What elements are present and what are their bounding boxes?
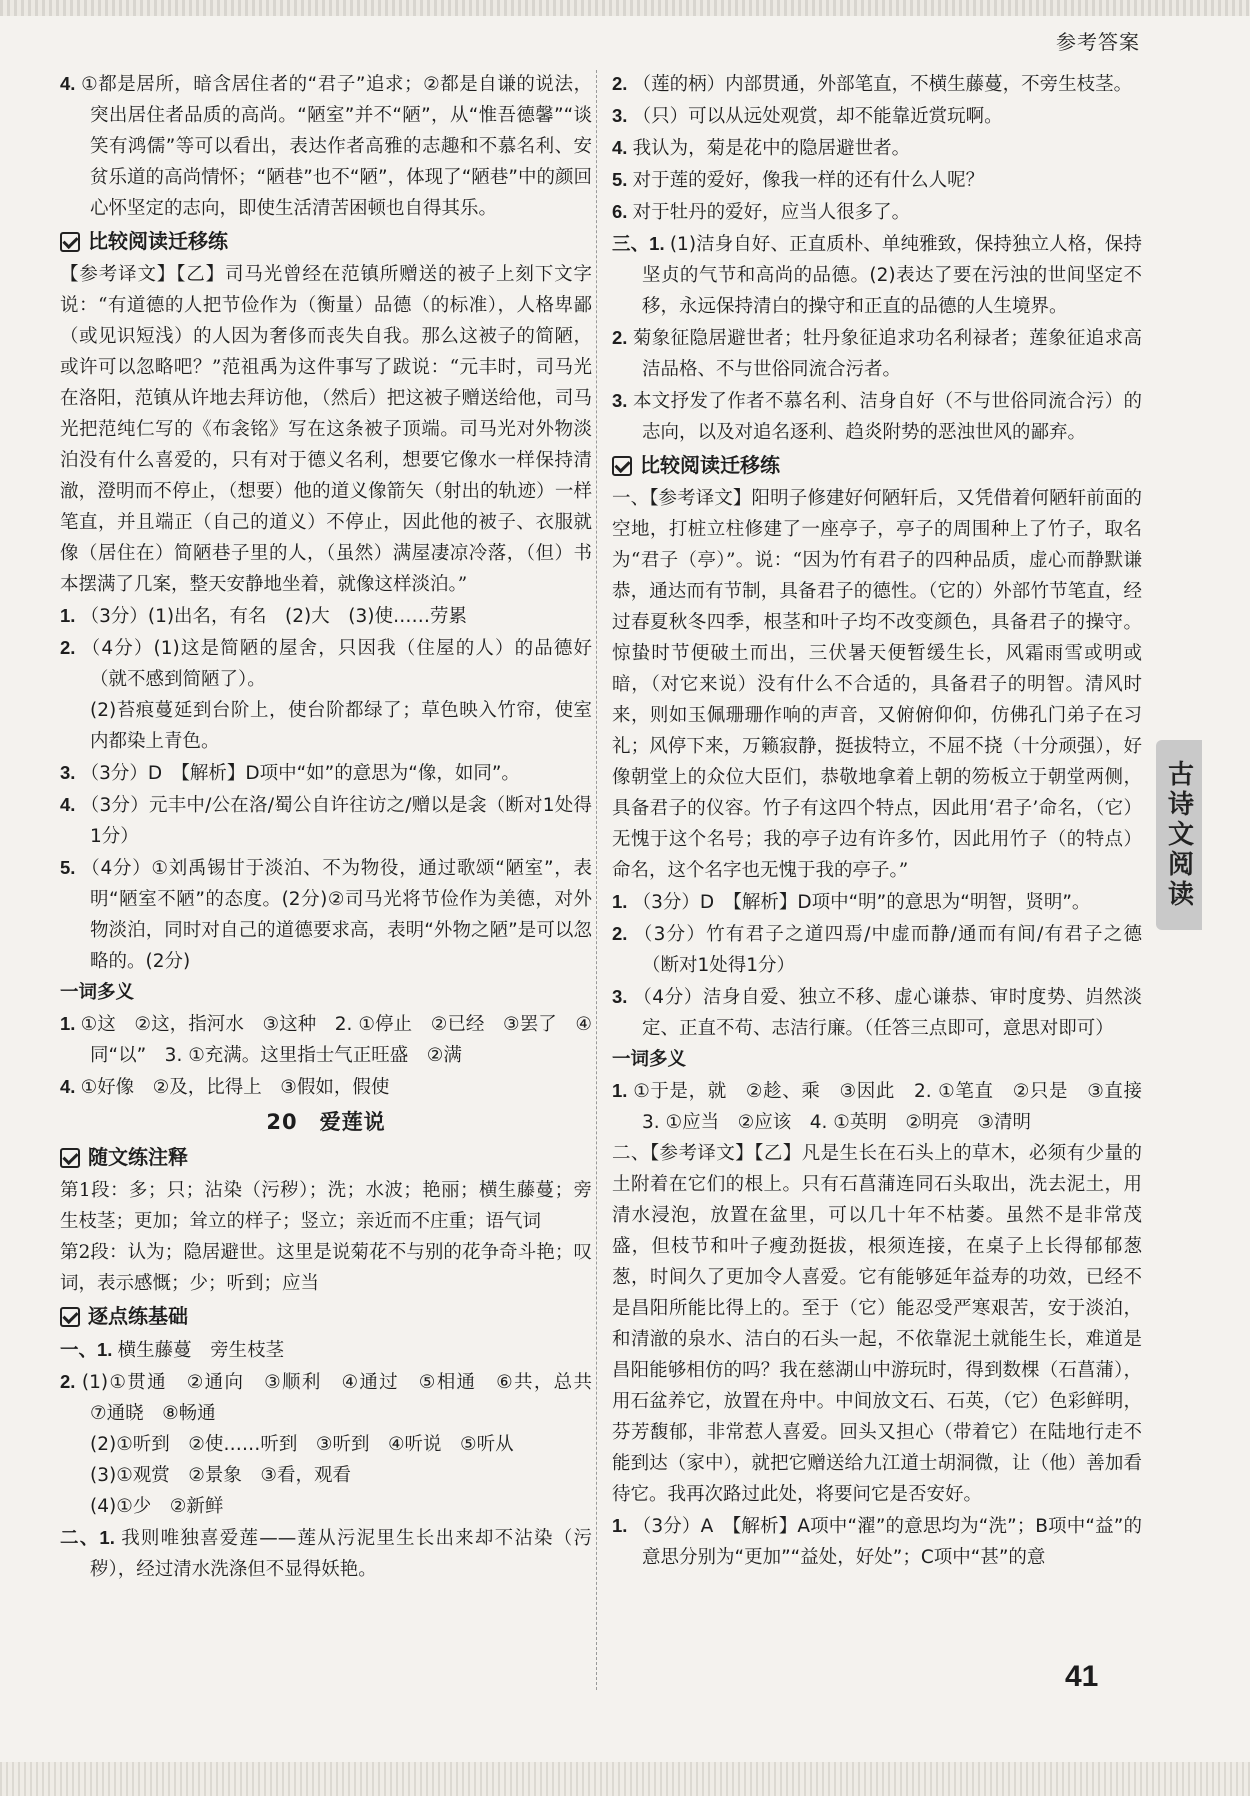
item-number: 4. — [60, 73, 82, 94]
item-text: （4分）(1)这是简陋的屋舍，只因我（住屋的人）的品德好（就不感到简陋了）。 — [81, 638, 592, 690]
item-text: （4分）①刘禹锡甘于淡泊、不为物役，通过歌颂“陋室”，表明“陋室不陋”的态度。(2分)②司马光将节俭作为美德，对外物淡泊，同时对自己的道德要求高，表明“外物之陋”是可以忽略的。(2分) — [81, 858, 592, 972]
item-text: 对于莲的爱好，像我一样的还有什么人呢？ — [632, 170, 985, 191]
answer-sub-item: (2)①听到 ②使……听到 ③听到 ④听说 ⑤听从 — [90, 1434, 514, 1455]
item-number: 5. — [612, 169, 633, 190]
item-text: （3分）D 【解析】D项中“明”的意思为“明智，贤明”。 — [632, 892, 1091, 913]
item-text: ①这 ②这，指河水 ③这种 2. ①停止 ②已经 ③罢了 ④同“以” 3. ①充满。这里指士气正旺盛 ②满 — [80, 1014, 592, 1066]
answer-item — [612, 68, 1142, 100]
answer-item — [612, 918, 1142, 981]
item-number: 5. — [60, 857, 82, 878]
item-number: 1. — [612, 1080, 634, 1101]
checkbox-icon — [60, 1148, 80, 1168]
answer-item — [60, 68, 592, 224]
answer-item — [60, 1008, 592, 1071]
item-number: 1. — [612, 1515, 633, 1536]
answer-sub-item: (4)①少 ②新鲜 — [90, 1496, 224, 1517]
answer-item — [60, 632, 592, 695]
item-text: 本文抒发了作者不慕名利、洁身自好（不与世俗同流合污）的志向，以及对追名逐利、趋炎附势的恶浊世风的鄙弃。 — [632, 391, 1142, 443]
answer-sub-item: (3)①观赏 ②景象 ③看，观看 — [90, 1465, 351, 1486]
translation-paragraph: 一、【参考译文】阳明子修建好何陋轩后，又凭借着何陋轩前面的空地，打桩立柱修建了一座亭子，亭子的周围种上了竹子，取名为“君子（亭）”。说：“因为竹有君子的四种品质，虚心而静默谦恭，通达而有节制，具备君子的德性。（它的）外部竹节笔直，经过春夏秋冬四季，根茎和叶子均不改变颜色，具备君子的操守。惊蛰时节便破土而出，三伏暑天便暂缓生长，风霜雨雪或明或暗，（对它来说）没有什么不合适的，具备君子的明智。清风时来，则如玉佩珊珊作响的声音，又俯俯仰仰，仿佛孔门弟子在习礼；风停下来，万籁寂静，挺拔特立，不屈不挠（十分顽强），好像朝堂上的众位大臣们，恭敬地拿着上朝的笏板立于朝堂两侧，具备君子的仪容。竹子有这四个特点，因此用‘君子’命名，（它）无愧于这个名号；我的亭子边有许多竹，因此用竹子（的特点）命名，这个名字也无愧于我的亭子。” — [612, 488, 1142, 881]
page-header-title: 参考答案 — [1056, 30, 1140, 54]
answer-item — [612, 132, 1142, 164]
item-number: 1. — [612, 891, 633, 912]
item-number: 2. — [612, 73, 633, 94]
section-heading — [612, 450, 1142, 481]
item-number: 1. — [60, 1013, 81, 1034]
item-text: （3分）A 【解析】A项中“濯”的意思均为“洗”；B项中“益”的意思分别为“更加”“益处，好处”；C项中“甚”的意 — [632, 1516, 1142, 1568]
answer-item — [612, 1075, 1161, 1138]
translation-paragraph: 第2段：认为；隐居避世。这里是说菊花不与别的花争奇斗艳；叹词，表示感慨；少；听到；应当 — [60, 1242, 592, 1294]
answer-item — [60, 1522, 592, 1585]
right-column — [612, 68, 1161, 1573]
answer-sub-item: (2)苔痕蔓延到台阶上，使台阶都绿了；草色映入竹帘，使室内都染上青色。 — [90, 700, 592, 752]
item-number: 2. — [60, 637, 82, 658]
item-text: 我认为，菊是花中的隐居避世者。 — [632, 138, 911, 159]
answer-item — [60, 789, 592, 852]
item-text: 菊象征隐居避世者；牡丹象征追求功名利禄者；莲象征追求高洁品格、不与世俗同流合污者。 — [632, 328, 1142, 380]
answer-item — [612, 385, 1142, 448]
section-title: 比较阅读迁移练 — [640, 453, 780, 477]
checkbox-icon — [612, 456, 632, 476]
section-title: 随文练注释 — [88, 1145, 188, 1169]
column-divider — [596, 70, 597, 1690]
item-number: 2. — [60, 1371, 82, 1392]
translation-paragraph: 【参考译文】【乙】司马光曾经在范镇所赠送的被子上刻下文字说：“有道德的人把节俭作为（衡量）品德（的标准），人格卑鄙（或见识短浅）的人因为奢侈而丧失自我。那么这被子的简陋，或许可以忽略吧？”范祖禹为这件事写了跋说：“元丰时，司马光在洛阳，范镇从许地去拜访他，（然后）把这被子赠送给他，司马光把范纯仁写的《布衾铭》写在这条被子顶端。司马光对外物淡泊没有什么喜爱的，只有对于德义名利，想要它像水一样保持清澈，澄明而不停止，（想要）他的道义像箭矢（射出的轨迹）一样笔直，并且端正（自己的道义）不停止，因此他的被子、衣服就像（居住在）简陋巷子里的人，（虽然）满屋凄凉冷落，（但）书本摆满了几案，整天安静地坐着，就像这样淡泊。” — [60, 264, 592, 595]
item-text: （3分）竹有君子之道四焉/中虚而静/通而有间/有君子之德（断对1处得1分） — [633, 924, 1142, 976]
answer-item — [612, 228, 1142, 322]
checkbox-icon — [60, 1307, 80, 1327]
section-heading — [60, 226, 592, 257]
item-text: （3分）元丰中/公在洛/蜀公自许往访之/赠以是衾（断对1处得1分） — [80, 795, 592, 847]
item-text: （3分）D 【解析】D项中“如”的意思为“像，如同”。 — [80, 763, 520, 784]
item-text: (1)①贯通 ②通向 ③顺利 ④通过 ⑤相通 ⑥共，总共 ⑦通晓 ⑧畅通 — [81, 1372, 611, 1424]
item-number: 2. — [612, 327, 633, 348]
item-text: （3分）(1)出名，有名 (2)大 (3)使……劳累 — [80, 606, 467, 627]
item-text: （只）可以从远处观赏，却不能靠近赏玩啊。 — [632, 106, 1003, 127]
item-number: 6. — [612, 201, 633, 222]
item-text: ①好像 ②及，比得上 ③假如，假使 — [80, 1077, 390, 1098]
answer-item — [60, 1071, 592, 1103]
sub-heading: 一词多义 — [60, 982, 135, 1003]
answer-item — [612, 886, 1142, 918]
section-title: 比较阅读迁移练 — [88, 229, 228, 253]
page-top-texture — [0, 0, 1250, 16]
item-number: 一、1. — [60, 1339, 118, 1360]
item-number: 二、1. — [60, 1527, 122, 1548]
section-heading — [60, 1301, 592, 1332]
answer-item — [60, 1334, 592, 1366]
item-text: （4分）洁身自爱、独立不移、虚心谦恭、审时度势、岿然淡定、正直不苟、志洁行廉。（任答三点即可，意思对即可） — [633, 987, 1142, 1039]
page-bottom-texture — [0, 1762, 1250, 1796]
left-column — [60, 68, 611, 1585]
section-heading — [60, 1142, 592, 1173]
item-number: 2. — [612, 923, 634, 944]
answer-item — [60, 757, 592, 789]
answer-item — [612, 322, 1142, 385]
answer-item — [60, 852, 592, 977]
answer-item — [612, 164, 1142, 196]
answer-item — [612, 100, 1142, 132]
item-text: (1)洁身自好、正直质朴、单纯雅致，保持独立人格，保持坚贞的气节和高尚的品德。(2)表达了要在污浊的世间坚定不移，永远保持清白的操守和正直的品德的人生境界。 — [642, 234, 1142, 317]
translation-paragraph: 第1段：多；只；沾染（污秽）；洗；水波；艳丽；横生藤蔓；旁生枝茎；更加；耸立的样子；竖立；亲近而不庄重；语气词 — [60, 1180, 592, 1232]
lesson-title: 20 爱莲说 — [266, 1110, 386, 1134]
side-tab-label: 古诗文阅读 — [1163, 760, 1194, 910]
answer-item — [612, 196, 1142, 228]
sub-heading: 一词多义 — [612, 1049, 687, 1070]
item-text: 对于牡丹的爱好，应当人很多了。 — [632, 202, 911, 223]
item-number: 4. — [612, 137, 633, 158]
answer-item — [612, 1510, 1142, 1573]
page-number: 41 — [1065, 1660, 1099, 1693]
item-number: 3. — [60, 762, 81, 783]
item-text: ①于是，就 ②趁、乘 ③因此 2. ①笔直 ②只是 ③直接 3. ①应当 ②应该 4. ①英明 ②明亮 ③清明 — [633, 1081, 1161, 1133]
section-title: 逐点练基础 — [88, 1304, 188, 1328]
item-number: 三、1. — [612, 233, 670, 254]
item-number: 4. — [60, 1076, 81, 1097]
item-number: 3. — [612, 986, 634, 1007]
side-tab — [1156, 740, 1202, 930]
answer-item — [612, 981, 1142, 1044]
answer-item — [60, 600, 592, 632]
item-number: 3. — [612, 390, 633, 411]
item-text: 横生藤蔓 旁生枝茎 — [117, 1340, 285, 1361]
item-text: ①都是居所，暗含居住者的“君子”追求；②都是自谦的说法，突出居住者品质的高尚。“陋室”并不“陋”，从“惟吾德馨”“谈笑有鸿儒”等可以看出，表达作者高雅的志趣和不慕名利、安贫乐道的高尚情怀；“陋巷”也不“陋”，体现了“陋巷”中的颜回心怀坚定的志向，即使生活清苦困顿也自得其乐。 — [81, 74, 592, 219]
item-number: 4. — [60, 794, 81, 815]
item-number: 1. — [60, 605, 81, 626]
answer-item — [60, 1366, 611, 1429]
item-text: 我则唯独喜爱莲——莲从污泥里生长出来却不沾染（污秽），经过清水洗涤但不显得妖艳。 — [90, 1528, 592, 1580]
item-number: 3. — [612, 105, 633, 126]
item-text: （莲的柄）内部贯通，外部笔直，不横生藤蔓，不旁生枝茎。 — [632, 74, 1133, 95]
checkbox-icon — [60, 232, 80, 252]
translation-paragraph: 二、【参考译文】【乙】凡是生长在石头上的草木，必须有少量的土附着在它们的根上。只有石菖蒲连同石头取出，洗去泥土，用清水浸泡，放置在盆里，可以几十年不枯萎。虽然不是非常茂盛，但枝节和叶子瘦劲挺拔，根须连接，在桌子上长得郁郁葱葱，时间久了更加令人喜爱。它有能够延年益寿的功效，已经不是昌阳所能比得上的。至于（它）能忍受严寒艰苦，安于淡泊，和清澈的泉水、洁白的石头一起，不依靠泥土就能生长，难道是昌阳能够相仿的吗？我在慈湖山中游玩时，得到数棵（石菖蒲），用石盆养它，放置在舟中。中间放文石、石英，（它）色彩鲜明，芬芳馥郁，非常惹人喜爱。回头又担心（带着它）在陆地行走不能到达（家中），就把它赠送给九江道士胡洞微，让（他）善加看待它。我再次路过此处，将要问它是否安好。 — [612, 1143, 1142, 1505]
